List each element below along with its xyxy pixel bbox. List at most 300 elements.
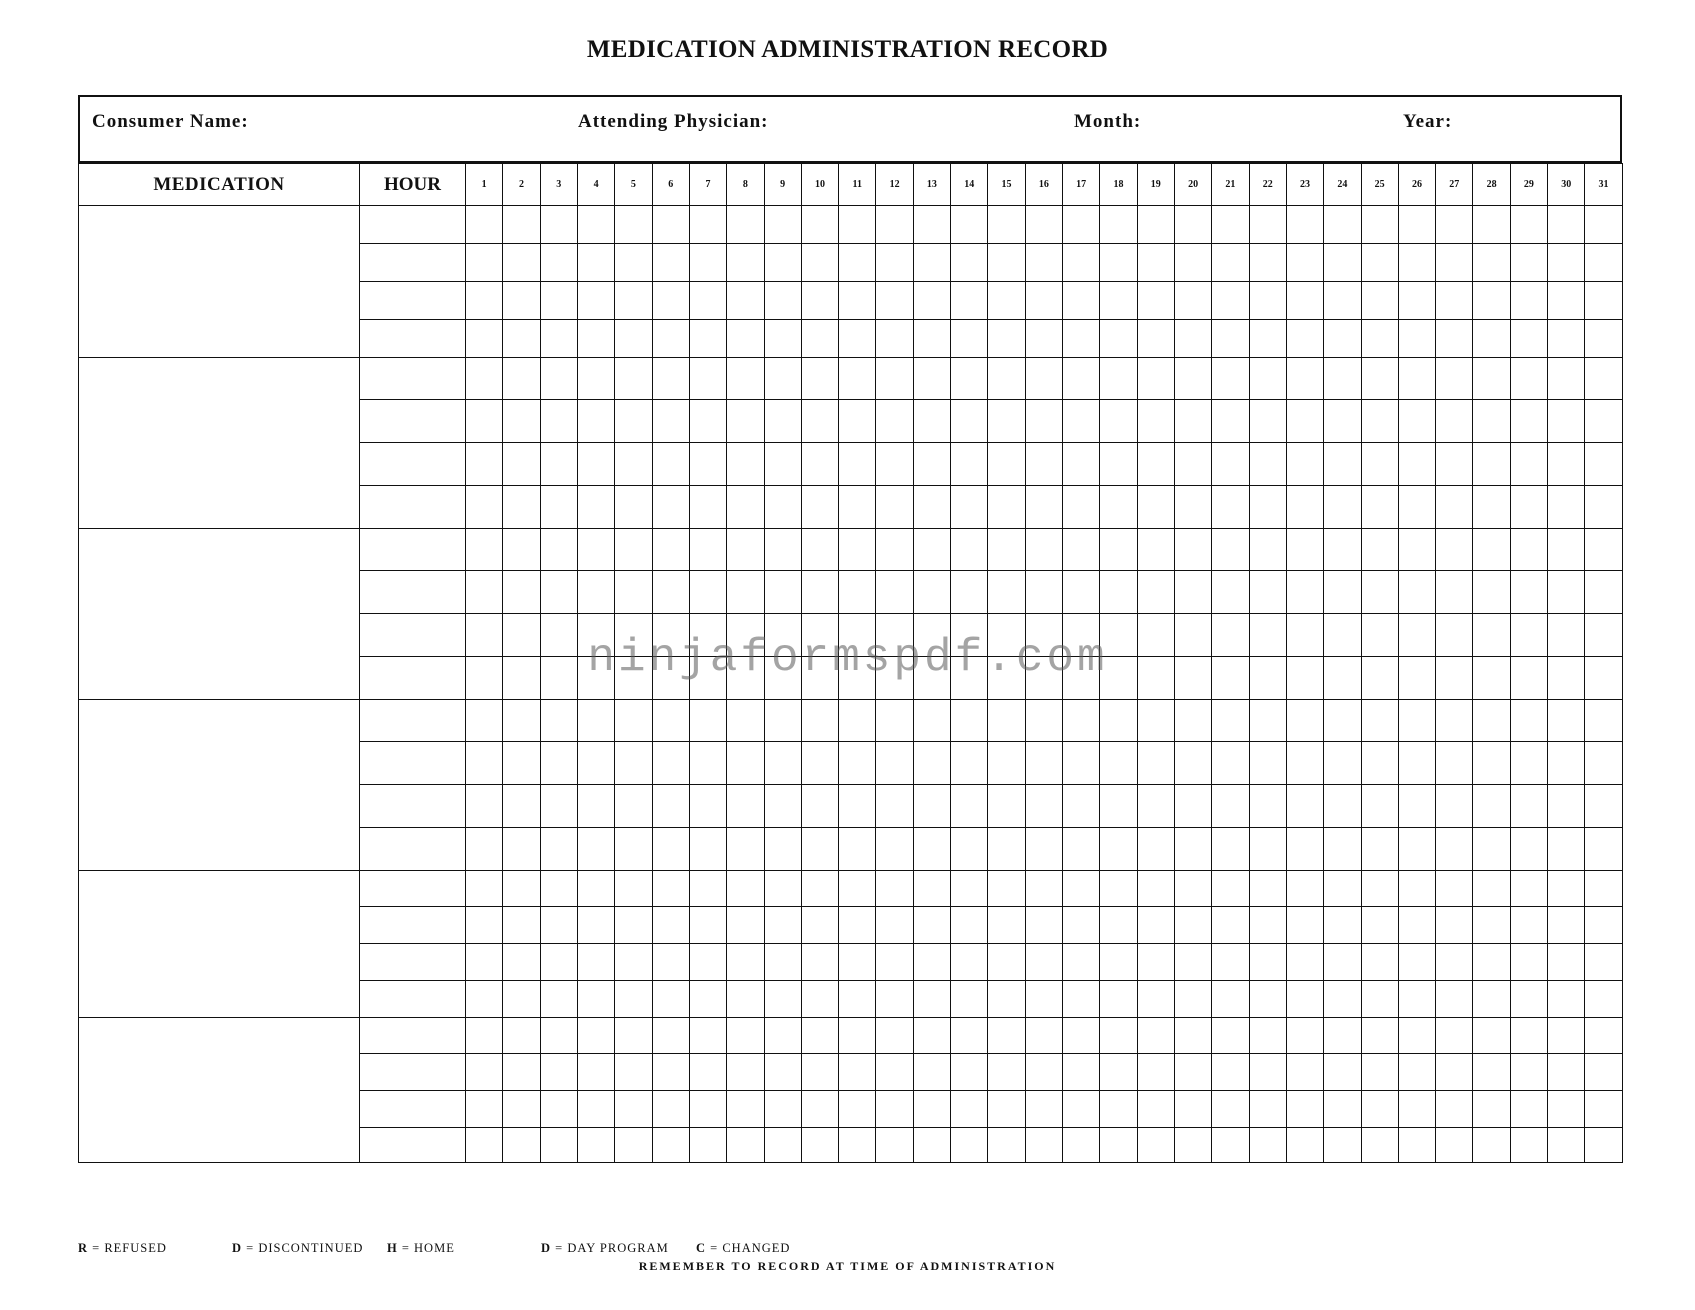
day-cell[interactable] xyxy=(876,529,913,571)
day-cell[interactable] xyxy=(1137,358,1174,400)
day-cell[interactable] xyxy=(1249,571,1286,614)
day-cell[interactable] xyxy=(1137,614,1174,657)
day-cell[interactable] xyxy=(1286,742,1323,785)
day-cell[interactable] xyxy=(988,1018,1025,1054)
day-cell[interactable] xyxy=(652,1091,689,1128)
day-cell[interactable] xyxy=(577,907,614,944)
day-cell[interactable] xyxy=(876,657,913,700)
day-cell[interactable] xyxy=(1100,657,1137,700)
day-cell[interactable] xyxy=(540,1128,577,1163)
day-cell[interactable] xyxy=(1249,907,1286,944)
day-cell[interactable] xyxy=(615,282,652,320)
day-cell[interactable] xyxy=(615,742,652,785)
day-cell[interactable] xyxy=(1585,742,1622,785)
day-cell[interactable] xyxy=(839,571,876,614)
day-cell[interactable] xyxy=(764,244,801,282)
day-cell[interactable] xyxy=(951,907,988,944)
day-cell[interactable] xyxy=(1100,1018,1137,1054)
day-cell[interactable] xyxy=(540,206,577,244)
day-cell[interactable] xyxy=(988,206,1025,244)
day-cell[interactable] xyxy=(1137,486,1174,529)
day-cell[interactable] xyxy=(1324,1128,1361,1163)
day-cell[interactable] xyxy=(951,358,988,400)
day-cell[interactable] xyxy=(1025,828,1062,871)
day-cell[interactable] xyxy=(466,571,503,614)
day-cell[interactable] xyxy=(876,981,913,1018)
day-cell[interactable] xyxy=(540,443,577,486)
day-cell[interactable] xyxy=(1361,742,1398,785)
day-cell[interactable] xyxy=(1212,944,1249,981)
day-cell[interactable] xyxy=(1361,1128,1398,1163)
day-cell[interactable] xyxy=(1361,206,1398,244)
day-cell[interactable] xyxy=(1286,529,1323,571)
day-cell[interactable] xyxy=(951,871,988,907)
day-cell[interactable] xyxy=(1510,400,1547,443)
day-cell[interactable] xyxy=(466,700,503,742)
day-cell[interactable] xyxy=(913,742,950,785)
day-cell[interactable] xyxy=(1137,320,1174,358)
day-cell[interactable] xyxy=(652,657,689,700)
day-cell[interactable] xyxy=(1137,657,1174,700)
day-cell[interactable] xyxy=(1174,282,1211,320)
day-cell[interactable] xyxy=(1174,206,1211,244)
hour-cell[interactable] xyxy=(360,529,466,571)
day-cell[interactable] xyxy=(1585,944,1622,981)
day-cell[interactable] xyxy=(689,358,726,400)
day-cell[interactable] xyxy=(1137,443,1174,486)
day-cell[interactable] xyxy=(1212,1128,1249,1163)
day-cell[interactable] xyxy=(466,358,503,400)
day-cell[interactable] xyxy=(764,529,801,571)
day-cell[interactable] xyxy=(1324,785,1361,828)
day-cell[interactable] xyxy=(1473,358,1510,400)
hour-cell[interactable] xyxy=(360,785,466,828)
day-cell[interactable] xyxy=(652,742,689,785)
day-cell[interactable] xyxy=(764,1054,801,1091)
day-cell[interactable] xyxy=(1324,244,1361,282)
day-cell[interactable] xyxy=(951,244,988,282)
day-cell[interactable] xyxy=(1585,206,1622,244)
day-cell[interactable] xyxy=(540,571,577,614)
day-cell[interactable] xyxy=(839,907,876,944)
day-cell[interactable] xyxy=(913,358,950,400)
day-cell[interactable] xyxy=(615,871,652,907)
day-cell[interactable] xyxy=(1324,282,1361,320)
day-cell[interactable] xyxy=(1174,529,1211,571)
day-cell[interactable] xyxy=(689,1018,726,1054)
day-cell[interactable] xyxy=(466,907,503,944)
day-cell[interactable] xyxy=(615,828,652,871)
day-cell[interactable] xyxy=(1324,657,1361,700)
day-cell[interactable] xyxy=(1025,443,1062,486)
day-cell[interactable] xyxy=(1548,443,1585,486)
day-cell[interactable] xyxy=(1361,443,1398,486)
day-cell[interactable] xyxy=(1100,871,1137,907)
day-cell[interactable] xyxy=(876,1018,913,1054)
day-cell[interactable] xyxy=(1324,571,1361,614)
day-cell[interactable] xyxy=(1063,244,1100,282)
day-cell[interactable] xyxy=(1398,206,1435,244)
day-cell[interactable] xyxy=(1063,400,1100,443)
day-cell[interactable] xyxy=(1100,206,1137,244)
day-cell[interactable] xyxy=(1100,907,1137,944)
day-cell[interactable] xyxy=(727,944,764,981)
day-cell[interactable] xyxy=(1137,981,1174,1018)
day-cell[interactable] xyxy=(1025,944,1062,981)
day-cell[interactable] xyxy=(1585,657,1622,700)
day-cell[interactable] xyxy=(1548,742,1585,785)
day-cell[interactable] xyxy=(764,282,801,320)
day-cell[interactable] xyxy=(764,443,801,486)
day-cell[interactable] xyxy=(1249,400,1286,443)
day-cell[interactable] xyxy=(1510,571,1547,614)
day-cell[interactable] xyxy=(1473,1054,1510,1091)
day-cell[interactable] xyxy=(503,571,540,614)
day-cell[interactable] xyxy=(1436,358,1473,400)
day-cell[interactable] xyxy=(1324,486,1361,529)
day-cell[interactable] xyxy=(1398,828,1435,871)
day-cell[interactable] xyxy=(801,486,838,529)
day-cell[interactable] xyxy=(988,358,1025,400)
day-cell[interactable] xyxy=(689,944,726,981)
day-cell[interactable] xyxy=(913,657,950,700)
day-cell[interactable] xyxy=(1063,981,1100,1018)
day-cell[interactable] xyxy=(1212,358,1249,400)
day-cell[interactable] xyxy=(466,206,503,244)
day-cell[interactable] xyxy=(1361,944,1398,981)
day-cell[interactable] xyxy=(503,1018,540,1054)
day-cell[interactable] xyxy=(1025,742,1062,785)
day-cell[interactable] xyxy=(1585,486,1622,529)
day-cell[interactable] xyxy=(839,1091,876,1128)
day-cell[interactable] xyxy=(727,443,764,486)
day-cell[interactable] xyxy=(1585,571,1622,614)
day-cell[interactable] xyxy=(1174,614,1211,657)
day-cell[interactable] xyxy=(1249,981,1286,1018)
day-cell[interactable] xyxy=(1137,1054,1174,1091)
day-cell[interactable] xyxy=(1398,1018,1435,1054)
day-cell[interactable] xyxy=(1137,907,1174,944)
day-cell[interactable] xyxy=(1398,1054,1435,1091)
day-cell[interactable] xyxy=(951,1128,988,1163)
day-cell[interactable] xyxy=(1436,828,1473,871)
day-cell[interactable] xyxy=(801,571,838,614)
day-cell[interactable] xyxy=(1063,907,1100,944)
day-cell[interactable] xyxy=(1212,1018,1249,1054)
day-cell[interactable] xyxy=(913,206,950,244)
day-cell[interactable] xyxy=(1286,828,1323,871)
day-cell[interactable] xyxy=(1212,785,1249,828)
day-cell[interactable] xyxy=(1137,700,1174,742)
day-cell[interactable] xyxy=(1324,828,1361,871)
day-cell[interactable] xyxy=(727,320,764,358)
hour-cell[interactable] xyxy=(360,400,466,443)
day-cell[interactable] xyxy=(839,443,876,486)
day-cell[interactable] xyxy=(1510,907,1547,944)
day-cell[interactable] xyxy=(577,282,614,320)
hour-cell[interactable] xyxy=(360,358,466,400)
day-cell[interactable] xyxy=(1548,907,1585,944)
day-cell[interactable] xyxy=(503,320,540,358)
day-cell[interactable] xyxy=(503,742,540,785)
day-cell[interactable] xyxy=(727,400,764,443)
day-cell[interactable] xyxy=(1510,529,1547,571)
day-cell[interactable] xyxy=(1473,206,1510,244)
day-cell[interactable] xyxy=(1286,981,1323,1018)
day-cell[interactable] xyxy=(689,785,726,828)
day-cell[interactable] xyxy=(1137,785,1174,828)
day-cell[interactable] xyxy=(1025,1054,1062,1091)
day-cell[interactable] xyxy=(1436,657,1473,700)
day-cell[interactable] xyxy=(1361,571,1398,614)
day-cell[interactable] xyxy=(1510,1128,1547,1163)
day-cell[interactable] xyxy=(876,244,913,282)
day-cell[interactable] xyxy=(1585,358,1622,400)
day-cell[interactable] xyxy=(503,944,540,981)
day-cell[interactable] xyxy=(1100,614,1137,657)
day-cell[interactable] xyxy=(466,1091,503,1128)
day-cell[interactable] xyxy=(988,244,1025,282)
day-cell[interactable] xyxy=(1100,700,1137,742)
day-cell[interactable] xyxy=(839,206,876,244)
day-cell[interactable] xyxy=(988,700,1025,742)
day-cell[interactable] xyxy=(1286,1054,1323,1091)
day-cell[interactable] xyxy=(1585,282,1622,320)
day-cell[interactable] xyxy=(1286,282,1323,320)
day-cell[interactable] xyxy=(1361,320,1398,358)
day-cell[interactable] xyxy=(839,320,876,358)
day-cell[interactable] xyxy=(1025,358,1062,400)
day-cell[interactable] xyxy=(988,871,1025,907)
day-cell[interactable] xyxy=(1361,614,1398,657)
day-cell[interactable] xyxy=(1436,944,1473,981)
day-cell[interactable] xyxy=(577,443,614,486)
day-cell[interactable] xyxy=(801,1128,838,1163)
day-cell[interactable] xyxy=(503,282,540,320)
day-cell[interactable] xyxy=(466,1128,503,1163)
day-cell[interactable] xyxy=(689,282,726,320)
hour-cell[interactable] xyxy=(360,1054,466,1091)
day-cell[interactable] xyxy=(1398,1091,1435,1128)
day-cell[interactable] xyxy=(540,1018,577,1054)
day-cell[interactable] xyxy=(839,657,876,700)
day-cell[interactable] xyxy=(540,785,577,828)
day-cell[interactable] xyxy=(876,742,913,785)
day-cell[interactable] xyxy=(1361,1018,1398,1054)
day-cell[interactable] xyxy=(1063,443,1100,486)
day-cell[interactable] xyxy=(1137,944,1174,981)
day-cell[interactable] xyxy=(1436,244,1473,282)
day-cell[interactable] xyxy=(1436,871,1473,907)
day-cell[interactable] xyxy=(652,320,689,358)
day-cell[interactable] xyxy=(1025,320,1062,358)
day-cell[interactable] xyxy=(1510,358,1547,400)
day-cell[interactable] xyxy=(727,486,764,529)
day-cell[interactable] xyxy=(1286,785,1323,828)
day-cell[interactable] xyxy=(1473,282,1510,320)
day-cell[interactable] xyxy=(1473,1128,1510,1163)
day-cell[interactable] xyxy=(1510,443,1547,486)
day-cell[interactable] xyxy=(876,206,913,244)
day-cell[interactable] xyxy=(1174,400,1211,443)
day-cell[interactable] xyxy=(615,1091,652,1128)
day-cell[interactable] xyxy=(689,486,726,529)
day-cell[interactable] xyxy=(1398,944,1435,981)
day-cell[interactable] xyxy=(1063,1054,1100,1091)
day-cell[interactable] xyxy=(1585,529,1622,571)
hour-cell[interactable] xyxy=(360,206,466,244)
day-cell[interactable] xyxy=(1361,657,1398,700)
day-cell[interactable] xyxy=(466,1054,503,1091)
day-cell[interactable] xyxy=(1324,981,1361,1018)
day-cell[interactable] xyxy=(1436,1018,1473,1054)
day-cell[interactable] xyxy=(764,571,801,614)
day-cell[interactable] xyxy=(1174,742,1211,785)
day-cell[interactable] xyxy=(1025,700,1062,742)
hour-cell[interactable] xyxy=(360,871,466,907)
day-cell[interactable] xyxy=(540,614,577,657)
day-cell[interactable] xyxy=(1548,828,1585,871)
day-cell[interactable] xyxy=(1361,700,1398,742)
day-cell[interactable] xyxy=(951,571,988,614)
day-cell[interactable] xyxy=(913,529,950,571)
day-cell[interactable] xyxy=(801,443,838,486)
day-cell[interactable] xyxy=(466,486,503,529)
day-cell[interactable] xyxy=(1361,907,1398,944)
day-cell[interactable] xyxy=(913,486,950,529)
day-cell[interactable] xyxy=(1063,1128,1100,1163)
day-cell[interactable] xyxy=(1249,700,1286,742)
day-cell[interactable] xyxy=(1361,282,1398,320)
day-cell[interactable] xyxy=(1025,400,1062,443)
day-cell[interactable] xyxy=(1174,700,1211,742)
day-cell[interactable] xyxy=(1286,871,1323,907)
day-cell[interactable] xyxy=(1174,657,1211,700)
day-cell[interactable] xyxy=(1473,571,1510,614)
day-cell[interactable] xyxy=(652,1054,689,1091)
day-cell[interactable] xyxy=(1249,443,1286,486)
day-cell[interactable] xyxy=(615,614,652,657)
day-cell[interactable] xyxy=(652,358,689,400)
day-cell[interactable] xyxy=(988,1054,1025,1091)
day-cell[interactable] xyxy=(1361,400,1398,443)
day-cell[interactable] xyxy=(988,400,1025,443)
day-cell[interactable] xyxy=(1548,1018,1585,1054)
day-cell[interactable] xyxy=(466,320,503,358)
hour-cell[interactable] xyxy=(360,320,466,358)
day-cell[interactable] xyxy=(1585,320,1622,358)
day-cell[interactable] xyxy=(1025,871,1062,907)
day-cell[interactable] xyxy=(1398,981,1435,1018)
day-cell[interactable] xyxy=(540,700,577,742)
day-cell[interactable] xyxy=(1212,657,1249,700)
day-cell[interactable] xyxy=(503,828,540,871)
day-cell[interactable] xyxy=(1249,1091,1286,1128)
day-cell[interactable] xyxy=(913,1091,950,1128)
day-cell[interactable] xyxy=(1398,614,1435,657)
day-cell[interactable] xyxy=(1212,400,1249,443)
day-cell[interactable] xyxy=(1286,486,1323,529)
day-cell[interactable] xyxy=(1286,907,1323,944)
day-cell[interactable] xyxy=(1249,871,1286,907)
day-cell[interactable] xyxy=(839,614,876,657)
day-cell[interactable] xyxy=(466,981,503,1018)
day-cell[interactable] xyxy=(727,657,764,700)
day-cell[interactable] xyxy=(1063,785,1100,828)
day-cell[interactable] xyxy=(503,206,540,244)
hour-cell[interactable] xyxy=(360,1128,466,1163)
day-cell[interactable] xyxy=(839,871,876,907)
day-cell[interactable] xyxy=(1548,529,1585,571)
day-cell[interactable] xyxy=(1585,1091,1622,1128)
day-cell[interactable] xyxy=(1585,907,1622,944)
day-cell[interactable] xyxy=(801,282,838,320)
day-cell[interactable] xyxy=(503,1054,540,1091)
day-cell[interactable] xyxy=(540,828,577,871)
day-cell[interactable] xyxy=(1361,358,1398,400)
day-cell[interactable] xyxy=(1286,614,1323,657)
day-cell[interactable] xyxy=(689,700,726,742)
day-cell[interactable] xyxy=(689,1091,726,1128)
day-cell[interactable] xyxy=(1585,244,1622,282)
day-cell[interactable] xyxy=(689,443,726,486)
day-cell[interactable] xyxy=(689,657,726,700)
day-cell[interactable] xyxy=(1398,1128,1435,1163)
day-cell[interactable] xyxy=(876,400,913,443)
day-cell[interactable] xyxy=(1137,206,1174,244)
day-cell[interactable] xyxy=(1436,282,1473,320)
day-cell[interactable] xyxy=(1361,1054,1398,1091)
day-cell[interactable] xyxy=(913,700,950,742)
day-cell[interactable] xyxy=(727,571,764,614)
day-cell[interactable] xyxy=(1212,828,1249,871)
day-cell[interactable] xyxy=(876,1128,913,1163)
day-cell[interactable] xyxy=(466,400,503,443)
day-cell[interactable] xyxy=(1398,529,1435,571)
day-cell[interactable] xyxy=(652,206,689,244)
day-cell[interactable] xyxy=(876,944,913,981)
day-cell[interactable] xyxy=(1249,944,1286,981)
day-cell[interactable] xyxy=(1324,443,1361,486)
day-cell[interactable] xyxy=(1398,244,1435,282)
hour-cell[interactable] xyxy=(360,443,466,486)
day-cell[interactable] xyxy=(1548,206,1585,244)
day-cell[interactable] xyxy=(689,871,726,907)
day-cell[interactable] xyxy=(988,443,1025,486)
day-cell[interactable] xyxy=(727,785,764,828)
day-cell[interactable] xyxy=(801,742,838,785)
day-cell[interactable] xyxy=(1510,244,1547,282)
day-cell[interactable] xyxy=(1548,944,1585,981)
day-cell[interactable] xyxy=(503,358,540,400)
day-cell[interactable] xyxy=(1100,981,1137,1018)
day-cell[interactable] xyxy=(1436,614,1473,657)
day-cell[interactable] xyxy=(839,244,876,282)
day-cell[interactable] xyxy=(1585,871,1622,907)
day-cell[interactable] xyxy=(1063,1018,1100,1054)
day-cell[interactable] xyxy=(1212,486,1249,529)
day-cell[interactable] xyxy=(1398,785,1435,828)
day-cell[interactable] xyxy=(913,1128,950,1163)
medication-name-cell[interactable] xyxy=(79,206,360,358)
day-cell[interactable] xyxy=(615,206,652,244)
day-cell[interactable] xyxy=(1361,244,1398,282)
hour-cell[interactable] xyxy=(360,907,466,944)
day-cell[interactable] xyxy=(1174,244,1211,282)
day-cell[interactable] xyxy=(652,244,689,282)
day-cell[interactable] xyxy=(1212,529,1249,571)
day-cell[interactable] xyxy=(1249,206,1286,244)
